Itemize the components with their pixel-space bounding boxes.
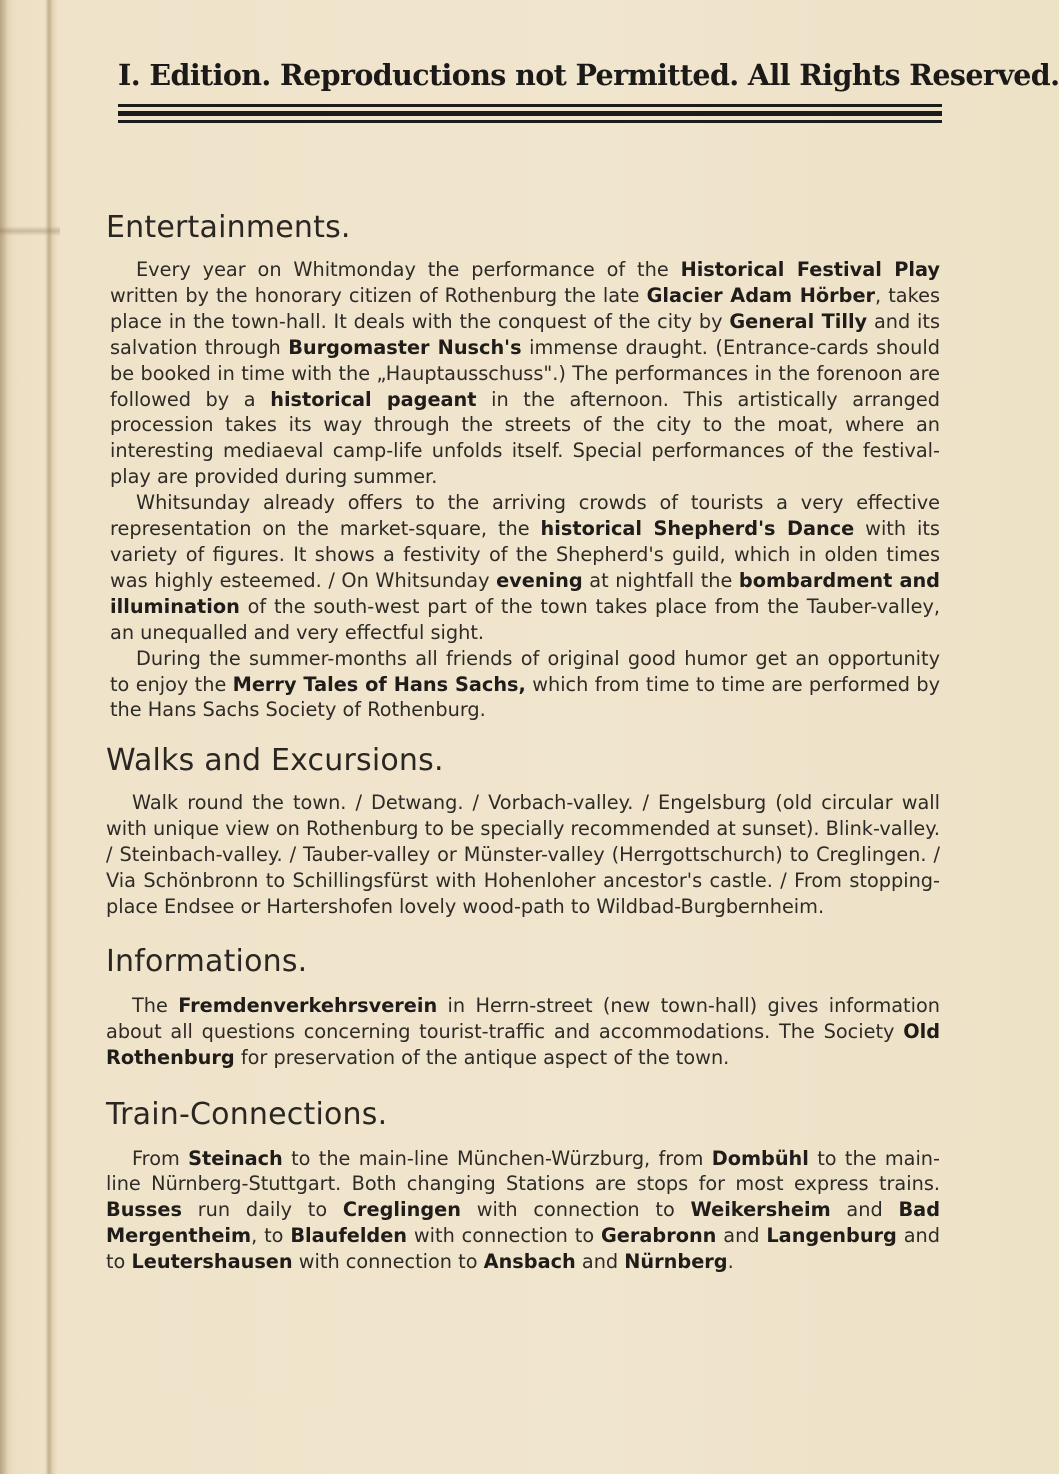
- section-body: [106, 993, 940, 1071]
- text-run: in the afternoon. This artistically arranged procession takes its way through the streets of the city to the moat, where an interesting mediaeval camp-life unfolds itself. Special performances of the festival-play are provided during summer.: [110, 387, 940, 489]
- page-edge-shadow: [0, 0, 8, 1474]
- text-run: for preservation of the antique aspect of the town.: [234, 1045, 730, 1069]
- section-body: [106, 1146, 940, 1276]
- text-run: in Herrn-street (new town-hall) gives information about all questions concerning tourist-traffic and accommodations. The Society: [106, 993, 940, 1043]
- header-rule-middle: [118, 111, 942, 116]
- paragraph: [110, 490, 940, 645]
- text-run: and to: [106, 1224, 940, 1274]
- text-run: and its salvation through: [110, 309, 941, 359]
- bold-term: Langenburg: [766, 1224, 897, 1248]
- bold-term: Gerabronn: [600, 1224, 717, 1248]
- bold-term: bombardment and illumination: [110, 568, 940, 618]
- text-run: written by the honorary citizen of Rothenburg the late: [110, 283, 647, 307]
- text-run: with connection to: [407, 1224, 601, 1248]
- text-run: run daily to: [181, 1198, 343, 1222]
- text-run: with its variety of figures. It shows a festivity of the Shepherd's guild, which in olden times was highly esteemed. / On Whitsunday: [110, 517, 940, 592]
- bold-term: Historical Festival Play: [680, 258, 940, 281]
- section-walks-and-excursions: [106, 743, 940, 920]
- text-run: From: [132, 1146, 189, 1170]
- text-run: The: [132, 993, 179, 1017]
- bold-term: General Tilly: [729, 309, 868, 333]
- text-run: , to: [251, 1224, 291, 1248]
- header-rule-bottom: [118, 120, 942, 123]
- text-run: at nightfall the: [582, 568, 739, 592]
- text-run: to the main-line Nürnberg-Stuttgart. Both changing Stations are stops for most express trains.: [106, 1146, 940, 1196]
- paragraph: [110, 257, 940, 490]
- text-run: and: [830, 1198, 899, 1222]
- text-run: , takes place in the town-hall. It deals with the conquest of the city by: [110, 283, 940, 333]
- section-heading: Informations.: [106, 943, 308, 979]
- text-run: to the main-line München-Würzburg, from: [282, 1146, 712, 1170]
- text-run: and: [575, 1250, 625, 1274]
- text-run: Every year on Whitmonday the performance of the: [136, 258, 681, 281]
- bold-term: Old Rothenburg: [106, 1019, 940, 1069]
- bold-term: Fremdenverkehrsverein: [178, 993, 438, 1017]
- section-train-connections: [106, 1097, 940, 1276]
- bold-term: Dombühl: [711, 1146, 809, 1170]
- bold-term: historical Shepherd's Dance: [540, 517, 855, 541]
- bold-term: Burgomaster Nusch's: [288, 335, 522, 359]
- text-run: immense draught. (Entrance-cards should be booked in time with the „Hauptausschuss".) The performances in the forenoon are followed by a: [110, 335, 940, 411]
- horizontal-fold-crease: [0, 226, 60, 236]
- text-run: During the summer-months all friends of original good humor get an opportunity to enjoy the: [110, 646, 940, 696]
- text-run: .: [727, 1250, 734, 1274]
- paragraph: [106, 790, 940, 920]
- bold-term: Ansbach: [483, 1250, 576, 1274]
- text-run: Walk round the town. / Detwang. / Vorbach-valley. / Engelsburg (old circular wall with unique view on Rothenburg to be specially recommended at sunset). Blink-valley. / Steinbach-valley. / Tauber-valley or Münster-valley (Herrgottschurch) to Creglingen. / Via Schönbronn to Schillingsfürst with Hohenloher ancestor's castle. / From stopping-place Endsee or Hartershofen lovely wood-path to Wildbad-Burgbernheim.: [106, 791, 940, 918]
- bold-term: Leutershausen: [131, 1250, 293, 1274]
- bold-term: evening: [496, 568, 583, 592]
- vertical-fold-crease: [46, 0, 52, 1474]
- section-heading: Train-Connections.: [106, 1096, 388, 1132]
- section-body: [106, 257, 940, 723]
- paragraph: [106, 993, 940, 1071]
- bold-term: Bad Mergentheim: [106, 1198, 940, 1248]
- edition-header: I. Edition. Reproductions not Permitted. All Rights Reserved.: [118, 58, 1059, 92]
- text-run: with connection to: [292, 1250, 484, 1274]
- text-run: which from time to time are performed by the Hans Sachs Society of Rothenburg.: [110, 672, 940, 722]
- bold-term: Merry Tales of Hans Sachs,: [232, 672, 526, 696]
- section-heading: Entertainments.: [106, 210, 351, 245]
- paragraph: [106, 1146, 940, 1276]
- section-informations: [106, 944, 940, 1071]
- bold-term: Glacier Adam Hörber: [646, 283, 876, 307]
- paragraph: [110, 646, 940, 724]
- bold-term: historical pageant: [270, 387, 477, 411]
- text-run: of the south-west part of the town takes place from the Tauber-valley, an unequalled and very effectful sight.: [110, 594, 940, 644]
- text-run: with connection to: [460, 1198, 691, 1222]
- bold-term: Steinach: [188, 1146, 283, 1170]
- section-heading: Walks and Excursions.: [106, 743, 444, 779]
- bold-term: Nürnberg: [624, 1250, 728, 1274]
- text-run: Whitsunday already offers to the arriving crowds of tourists a very effective representation on the market-square, the: [110, 491, 940, 541]
- bold-term: Weikersheim: [690, 1198, 831, 1222]
- section-body: [106, 790, 940, 920]
- content-body: [106, 200, 940, 1275]
- section-entertainments: [106, 210, 940, 723]
- bold-term: Blaufelden: [290, 1224, 408, 1248]
- text-run: and: [716, 1224, 767, 1248]
- header-rule-top: [118, 104, 942, 107]
- bold-term: Creglingen: [342, 1198, 461, 1222]
- bold-term: Busses: [106, 1198, 182, 1222]
